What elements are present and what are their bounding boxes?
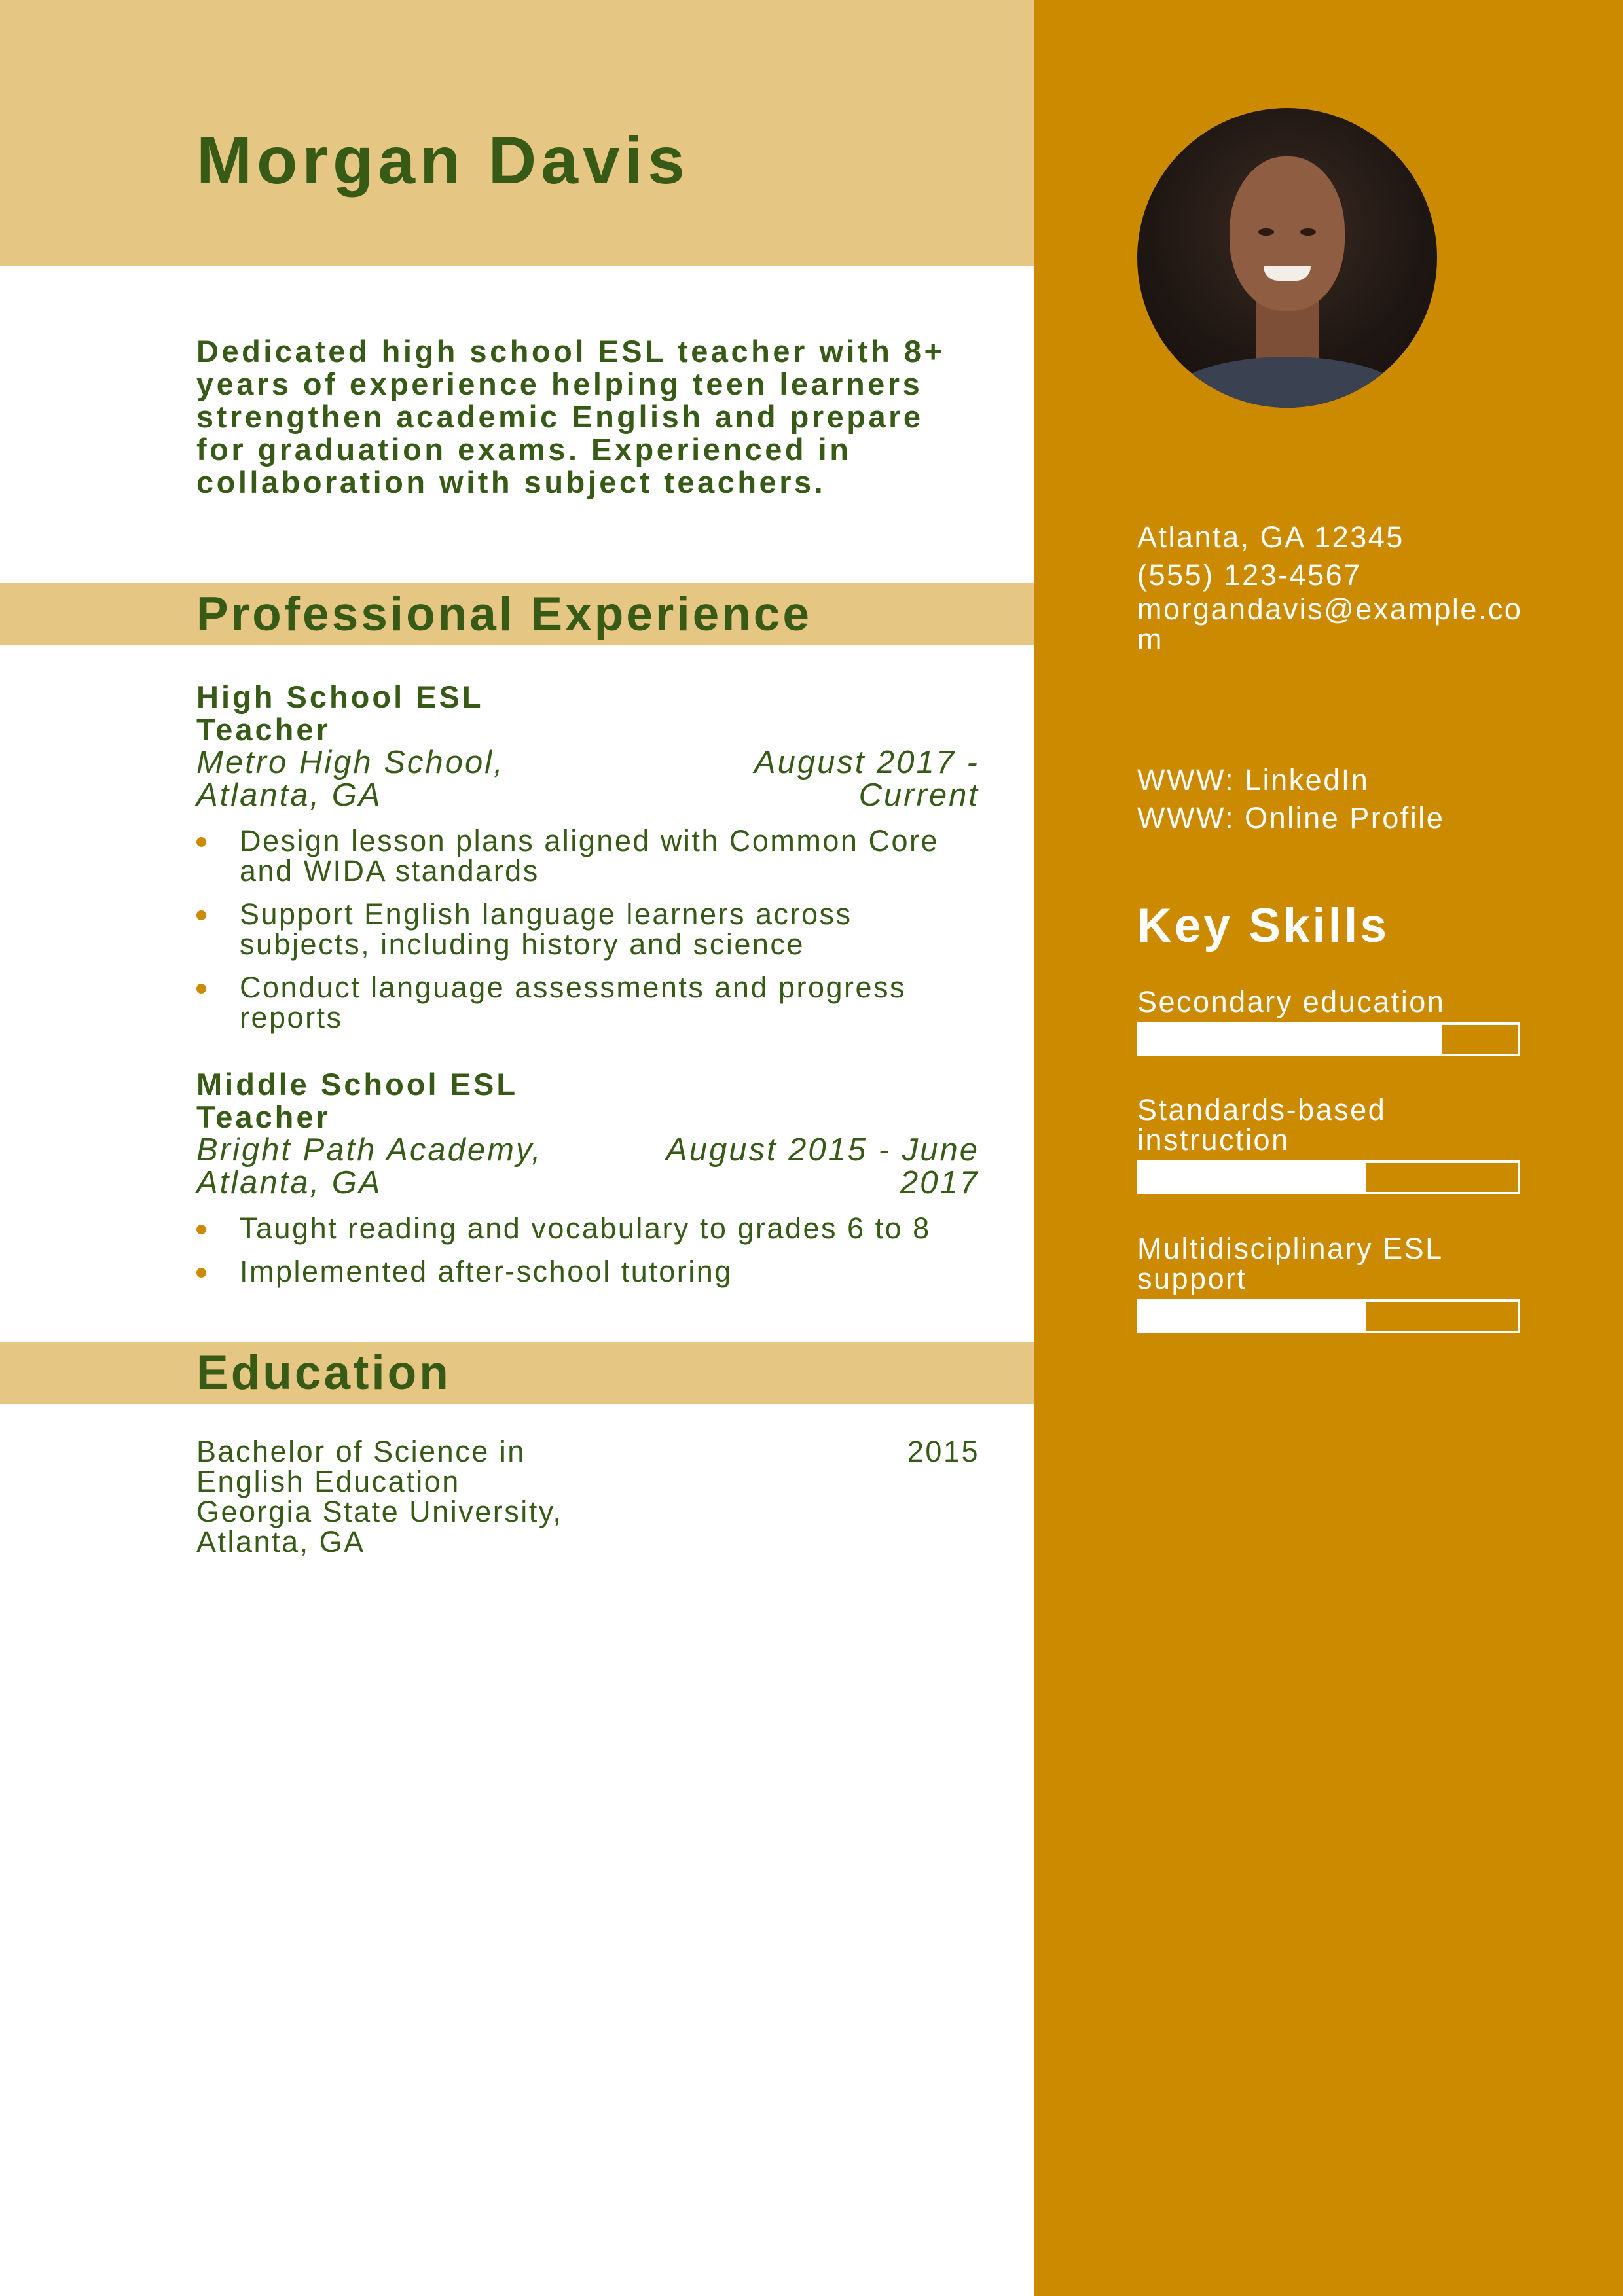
link-online-profile[interactable]: WWW: Online Profile [1137,801,1445,834]
bullet-dot-icon [196,1225,206,1234]
education-section-band [0,1342,1034,1404]
bullet-text: Support English language learners across subjects, including history and science [240,897,852,961]
education-year: 2015 [907,1435,979,1468]
job-bullet [196,826,979,886]
photo-eye [1300,228,1316,236]
bullet-dot-icon [196,910,206,920]
job-title: Middle School ESL Teacher [196,1067,518,1134]
education-degree: Bachelor of Science in English Education [196,1435,526,1498]
job-company: Metro High School, Atlanta, GA [196,745,505,813]
photo-shoulders [1163,357,1412,408]
skill-name: Multidisciplinary ESL support [1137,1232,1442,1295]
job-bullet [196,899,979,960]
job-dates: August 2017 - Current [754,745,979,813]
experience-heading: Professional Experience [196,588,812,641]
skill-fill [1140,1302,1366,1331]
contact-phone: (555) 123-4567 [1137,558,1362,592]
job-meta [196,1134,979,1199]
contact-info [1137,518,1530,655]
bullet-text: Taught reading and vocabulary to grades 6 to 8 [240,1211,931,1245]
job-entry [196,681,979,1033]
job-title: High School ESL Teacher [196,679,483,747]
photo-face [1230,156,1345,311]
skill-fill [1140,1163,1366,1192]
name-banner [0,0,1034,266]
bullet-text: Design lesson plans aligned with Common Core and WIDA standards [240,824,939,888]
candidate-name: Morgan Davis [196,123,689,198]
job-meta [196,746,979,812]
job-company: Bright Path Academy, Atlanta, GA [196,1132,543,1200]
job-dates: August 2015 - June 2017 [666,1132,979,1200]
professional-summary: Dedicated high school ESL teacher with 8+ years of experience helping teen learners strengthen academic English and prepare for graduation exams. Experienced in collaboration with subject teachers. [196,334,945,499]
link-linkedin[interactable]: WWW: LinkedIn [1137,763,1370,797]
skill-name: Secondary education [1137,985,1446,1018]
job-entry [196,1068,979,1287]
skill-bar [1137,1022,1520,1056]
photo-eye [1258,228,1274,236]
bullet-dot-icon [196,837,206,847]
profile-links [1137,761,1444,837]
contact-email[interactable]: morgandavis@example.com [1137,592,1523,656]
skill-name: Standards-based instruction [1137,1093,1387,1157]
bullet-text: Conduct language assessments and progress reports [240,971,907,1034]
skill-item [1137,1234,1520,1333]
skill-item [1137,1095,1520,1194]
education-heading: Education [196,1346,451,1399]
education-school: Georgia State University, Atlanta, GA [196,1495,563,1558]
job-bullets [196,826,979,1033]
photo-smile [1264,266,1311,281]
job-bullet [196,1257,979,1287]
job-bullet [196,973,979,1033]
skill-bar [1137,1160,1520,1194]
profile-photo [1137,108,1437,408]
skill-bar [1137,1299,1520,1333]
bullet-dot-icon [196,1268,206,1278]
skills-heading: Key Skills [1137,899,1389,952]
education-entry [196,1437,979,1557]
job-bullets [196,1213,979,1287]
bullet-dot-icon [196,984,206,994]
skill-item [1137,987,1520,1056]
bullet-text: Implemented after-school tutoring [240,1255,733,1288]
contact-address: Atlanta, GA 12345 [1137,520,1404,554]
job-bullet [196,1213,979,1244]
skill-fill [1140,1025,1442,1054]
